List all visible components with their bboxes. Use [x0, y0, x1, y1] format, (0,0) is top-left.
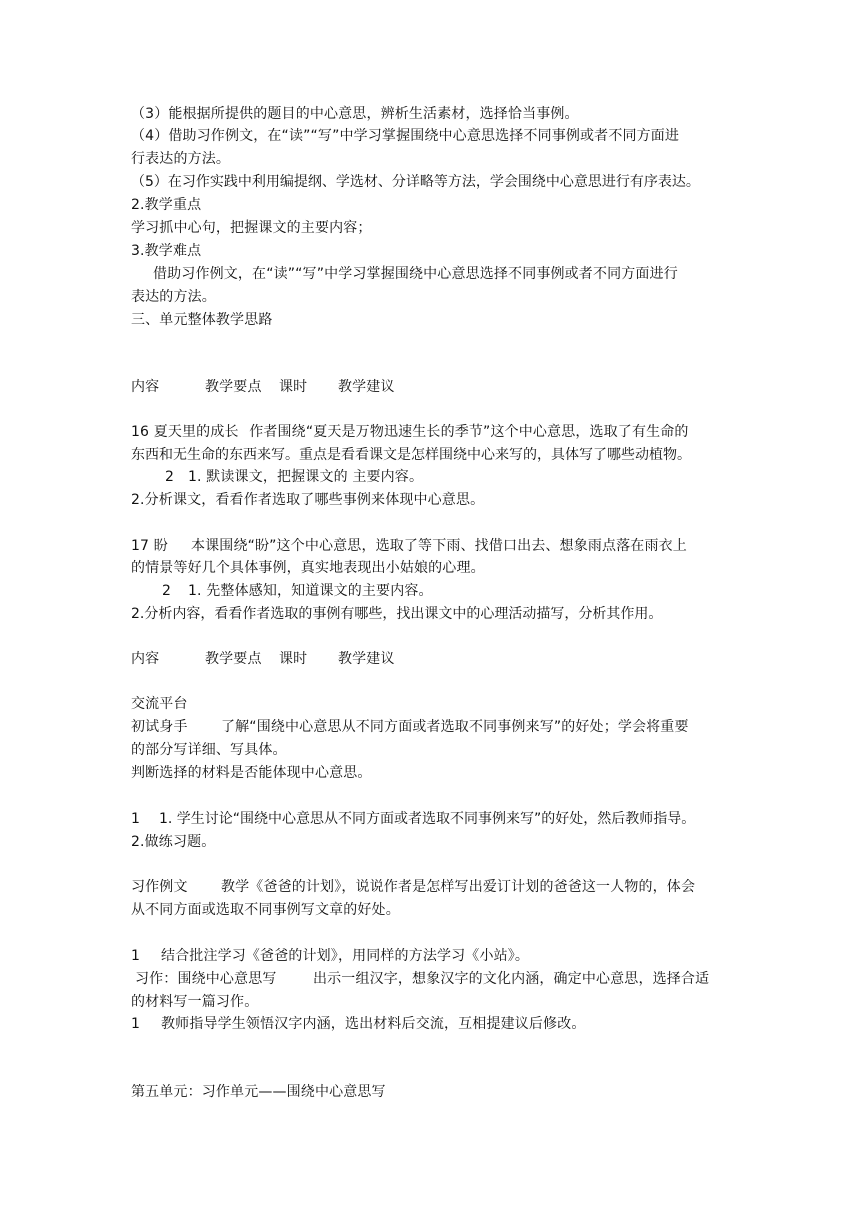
key-points-text: 学习抓中心句，把握课文的主要内容； [131, 220, 372, 236]
example-hours-row [131, 945, 731, 967]
key-points-heading: 2.教学重点 [131, 197, 202, 213]
header2-col-suggestion: 教学建议 [338, 651, 395, 667]
example-hours: 1 [131, 948, 141, 964]
lesson16-suggestion-1: 1. 默读课文，把握课文的 主要内容。 [188, 469, 424, 485]
writing-desc-line2: 的材料写一篇习作。 [131, 994, 259, 1010]
lesson16-suggestion-2: 2.分析课文，看看作者选取了哪些事例来体现中心意思。 [131, 492, 485, 508]
example-row-line1 [131, 876, 731, 898]
writing-suggestion: 教师指导学生领悟汉字内涵，选出材料后交流，互相提建议后修改。 [161, 1016, 586, 1032]
writing-desc-line1: 出示一组汉字，想象汉字的文化内涵，确定中心意思，选择合适 [313, 971, 710, 987]
lesson17-hours-row [162, 580, 762, 602]
lesson17-suggestion-1: 1. 先整体感知，知道课文的主要内容。 [188, 583, 433, 599]
difficulties-heading: 3.教学难点 [131, 243, 202, 259]
difficulties-line2: 表达的方法。 [131, 289, 216, 305]
lesson17-row-line1 [131, 535, 731, 557]
example-suggestion: 结合批注学习《爸爸的计划》，用同样的方法学习《小站》。 [161, 948, 530, 964]
lesson16-desc-line2: 东西和无生命的东西来写。重点是看看课文是怎样围绕中心来写的，具体写了哪些动植物。 [131, 447, 691, 463]
objective-3: （3）能根据所提供的题目的中心意思，辨析生活素材，选择恰当事例。 [131, 106, 579, 122]
example-desc-line1: 教学《爸爸的计划》，说说作者是怎样写出爱订计划的爸爸这一人物的，体会 [221, 879, 696, 895]
exchange-row-line1 [131, 716, 731, 738]
lesson16-hours-row [165, 466, 765, 488]
lesson17-title: 17 盼 [131, 538, 168, 554]
lesson16-title: 16 夏天里的成长 [131, 424, 239, 440]
exchange-sub-title: 初试身手 [131, 719, 188, 735]
objective-5: （5）在习作实践中利用编提纲、学选材、分详略等方法，学会围绕中心意思进行有序表达。 [131, 174, 700, 190]
unit-title: 第五单元：习作单元——围绕中心意思写 [131, 1084, 386, 1100]
exchange-desc-line1: 了解“围绕中心意思从不同方面或者选取不同事例来写”的好处；学会将重要 [221, 719, 689, 735]
exchange-suggestion-1: 1. 学生讨论“围绕中心意思从不同方面或者选取不同事例来写”的好处，然后教师指导。 [159, 811, 696, 827]
section-3-heading: 三、单元整体教学思路 [131, 312, 273, 328]
writing-title: 习作：围绕中心意思写 [135, 971, 277, 987]
writing-hours-row [131, 1013, 731, 1035]
lesson17-suggestion-2: 2.分析内容，看看作者选取的事例有哪些，找出课文中的心理活动描写，分析其作用。 [131, 606, 663, 622]
lesson16-row-line1 [131, 421, 731, 443]
table-header [131, 376, 731, 398]
exchange-title: 交流平台 [131, 696, 188, 712]
exchange-hours-row [131, 808, 731, 830]
writing-row-line1 [135, 968, 731, 990]
table-header-2 [131, 648, 731, 670]
difficulties-line1: 借助习作例文，在“读”“写”中学习掌握围绕中心意思选择不同事例或者不同方面进行 [153, 266, 678, 282]
header2-col-points: 教学要点 [205, 651, 262, 667]
header-col-suggestion: 教学建议 [338, 379, 395, 395]
exchange-desc-line2: 的部分写详细、写具体。 [131, 742, 287, 758]
exchange-hours: 1 [131, 811, 140, 827]
exchange-desc-line3: 判断选择的材料是否能体现中心意思。 [131, 765, 372, 781]
lesson17-desc-line1: 本课围绕“盼”这个中心意思，选取了等下雨、找借口出去、想象雨点落在雨衣上 [191, 538, 687, 554]
header2-col-hours: 课时 [279, 651, 308, 667]
lesson16-hours: 2 [165, 469, 175, 485]
example-desc-line2: 从不同方面或选取不同事例写文章的好处。 [131, 902, 400, 918]
lesson17-desc-line2: 的情景等好几个具体事例，真实地表现出小姑娘的心理。 [131, 560, 485, 576]
example-title: 习作例文 [131, 879, 188, 895]
header-col-content: 内容 [131, 379, 160, 395]
exchange-suggestion-2: 2.做练习题。 [131, 834, 216, 850]
objective-4-line2: 行表达的方法。 [131, 151, 231, 167]
header2-col-content: 内容 [131, 651, 160, 667]
header-col-points: 教学要点 [205, 379, 262, 395]
lesson17-hours: 2 [162, 583, 172, 599]
writing-hours: 1 [131, 1016, 141, 1032]
lesson16-desc-line1: 作者围绕“夏天是万物迅速生长的季节”这个中心意思，选取了有生命的 [249, 424, 689, 440]
objective-4-line1: （4）借助习作例文，在“读”“写”中学习掌握围绕中心意思选择不同事例或者不同方面进 [131, 128, 680, 144]
header-col-hours: 课时 [279, 379, 308, 395]
